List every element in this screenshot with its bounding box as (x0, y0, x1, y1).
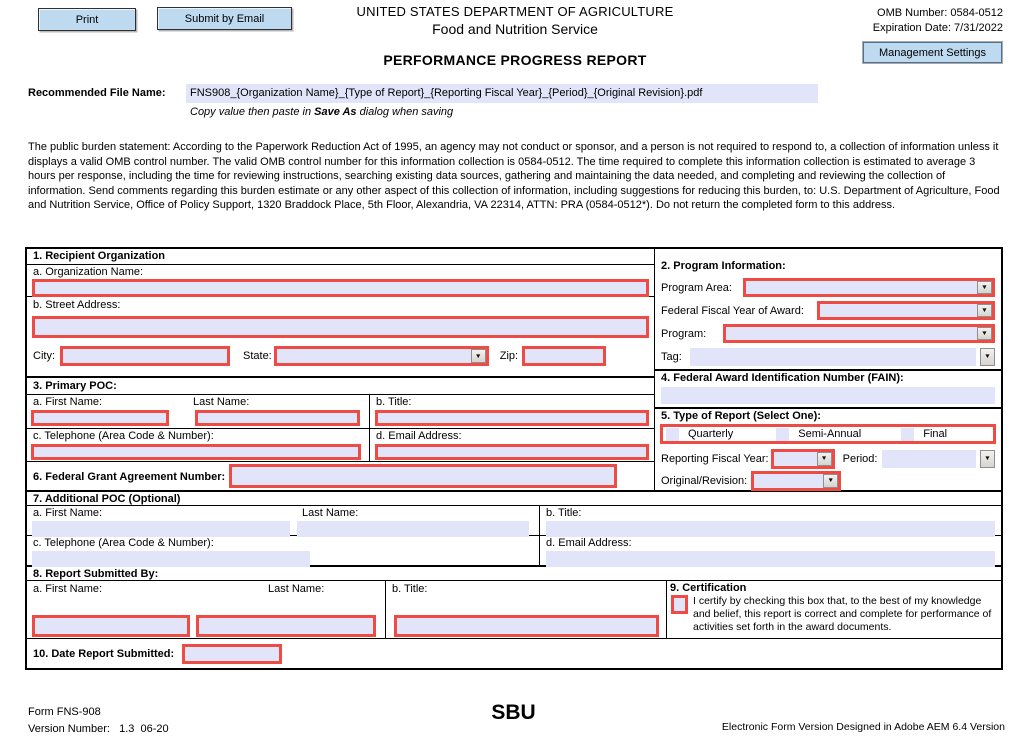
period-select[interactable] (882, 450, 976, 468)
report-title: PERFORMANCE PROGRESS REPORT (383, 52, 647, 68)
poc-title-input[interactable] (375, 410, 649, 426)
dropdown-arrow-icon[interactable] (471, 349, 486, 363)
report-type-group (660, 424, 996, 444)
poc-first-name-label: a. First Name: (33, 396, 103, 408)
addl-phone-input[interactable] (32, 551, 310, 567)
fiscal-year-of-award-label: Federal Fiscal Year of Award: (661, 304, 804, 317)
quarterly-checkbox[interactable] (666, 428, 679, 441)
submitter-title-label: b. Title: (392, 583, 428, 595)
certification-text: I certify by checking this box that, to the best of my knowledge and belief, this report is correct and complete for performance of activities set forth in the award documents. (693, 595, 992, 633)
submitter-first-name-label: a. First Name: (33, 583, 103, 595)
dropdown-arrow-icon[interactable] (823, 474, 838, 488)
sbu-marking: SBU (491, 701, 536, 724)
city-label: City: (33, 350, 55, 362)
original-revision-select[interactable] (751, 471, 841, 491)
burden-statement: The public burden statement: According to the Paperwork Reduction Act of 1995, an agency may not conduct or sponsor, and a person is not required to respond to, a collection of information unless it displays a valid OMB control number. The valid OMB control number for this information collection is 0584-0512. The time required to complete this information collection is estimated to average 3 hours per response, including the time for reviewing instructions, searching existing data sources, gathering and maintaining the data needed, and completing and reviewing the collection of information. Send comments regarding this burden estimate or any other aspect of this collection of information, including suggestions for reducing this burden, to: U.S. Department of Agriculture, Food and Nutrition Service, Office of Policy Support, 1320 Braddock Place, 5th Floor, Alexandria, VA 22314, ATTN: PRA (0584-0512*). Do not return the completed form to this address. (28, 141, 1000, 211)
grant-agreement-number-input[interactable] (229, 464, 617, 488)
dropdown-arrow-icon[interactable] (980, 348, 995, 366)
addl-phone-label: c. Telephone (Area Code & Number): (33, 537, 214, 549)
addl-last-name-input[interactable] (297, 521, 529, 537)
dropdown-arrow-icon[interactable] (977, 281, 992, 294)
state-label: State: (243, 350, 272, 362)
program-select[interactable] (723, 324, 995, 343)
organization-name-input[interactable] (32, 279, 649, 297)
city-input[interactable] (60, 346, 230, 366)
submitter-title-input[interactable] (394, 615, 659, 637)
section10-title: 10. Date Report Submitted: (33, 648, 175, 660)
certification-checkbox[interactable] (671, 595, 688, 614)
poc-first-name-input[interactable] (31, 410, 169, 426)
omb-block (873, 6, 1003, 36)
submitter-last-name-label: Last Name: (268, 583, 325, 595)
recommended-file-name-label: Recommended File Name: (28, 87, 166, 99)
dropdown-arrow-icon[interactable] (977, 327, 992, 340)
zip-label: Zip: (499, 350, 519, 362)
submitter-first-name-input[interactable] (32, 615, 190, 637)
date-report-submitted-input[interactable] (182, 644, 282, 664)
program-area-select[interactable] (743, 278, 995, 297)
save-as-hint: Copy value then paste in Save As dialog when saving (190, 106, 454, 118)
version-number: Version Number: 1.3 06-20 (28, 723, 169, 735)
dropdown-arrow-icon[interactable] (977, 304, 992, 317)
poc-phone-label: c. Telephone (Area Code & Number): (33, 430, 214, 442)
addl-email-label: d. Email Address: (546, 537, 632, 549)
reporting-fiscal-year-select[interactable] (771, 449, 835, 469)
poc-phone-input[interactable] (31, 444, 361, 460)
section6-title: 6. Federal Grant Agreement Number: (33, 470, 226, 483)
street-address-input[interactable] (32, 316, 649, 338)
management-settings-button[interactable]: Management Settings (862, 41, 1003, 64)
form-table (25, 247, 1003, 670)
section8-title: 8. Report Submitted By: (27, 567, 1001, 581)
reporting-fiscal-year-label: Reporting Fiscal Year: (661, 452, 769, 465)
poc-title-label: b. Title: (376, 396, 412, 408)
poc-last-name-label: Last Name: (193, 396, 250, 408)
addl-title-label: b. Title: (546, 507, 582, 519)
dropdown-arrow-icon[interactable] (980, 450, 995, 468)
program-area-label: Program Area: (661, 281, 732, 294)
addl-title-input[interactable] (546, 521, 995, 537)
organization-name-label: a. Organization Name: (33, 266, 144, 278)
period-label: Period: (842, 452, 878, 465)
omb-number: OMB Number: 0584-0512 (877, 7, 1003, 19)
semi-annual-checkbox[interactable] (776, 428, 789, 441)
tag-select[interactable] (690, 348, 976, 366)
section9-title: 9. Certification (670, 582, 747, 594)
form-number: Form FNS-908 (28, 706, 101, 718)
state-select[interactable] (274, 346, 489, 366)
poc-last-name-input[interactable] (195, 410, 360, 426)
street-address-label: b. Street Address: (33, 299, 121, 311)
tag-label: Tag: (661, 350, 682, 363)
fiscal-year-of-award-select[interactable] (817, 301, 995, 320)
section2-title: 2. Program Information: (661, 260, 786, 272)
addl-first-name-input[interactable] (32, 521, 290, 537)
section3-title: 3. Primary POC: (27, 378, 654, 395)
section1-title: 1. Recipient Organization (27, 249, 654, 265)
dropdown-arrow-icon[interactable] (817, 452, 832, 466)
agency-name: UNITED STATES DEPARTMENT OF AGRICULTURE (356, 4, 674, 19)
final-label: Final (923, 428, 948, 440)
expiration-date: Expiration Date: 7/31/2022 (872, 22, 1003, 34)
service-name: Food and Nutrition Service (432, 21, 598, 37)
footer-right-text: Electronic Form Version Designed in Adobe AEM 6.4 Version (721, 721, 1005, 733)
fain-input[interactable] (661, 387, 995, 404)
addl-email-input[interactable] (546, 551, 995, 567)
original-revision-label: Original/Revision: (661, 474, 748, 487)
quarterly-label: Quarterly (688, 428, 734, 440)
submitter-last-name-input[interactable] (196, 615, 376, 637)
final-checkbox[interactable] (901, 428, 914, 441)
program-label: Program: (661, 327, 707, 340)
submit-by-email-button[interactable]: Submit by Email (157, 7, 292, 30)
section4-title: 4. Federal Award Identification Number (FAIN): (661, 372, 904, 384)
poc-email-input[interactable] (375, 444, 649, 460)
zip-input[interactable] (522, 346, 606, 366)
addl-first-name-label: a. First Name: (33, 507, 103, 519)
section5-title: 5. Type of Report (Select One): (661, 410, 821, 422)
header-titles (310, 4, 720, 68)
print-button[interactable]: Print (38, 8, 136, 31)
semi-annual-label: Semi-Annual (798, 428, 862, 440)
section7-title: 7. Additional POC (Optional) (27, 492, 1001, 506)
recommended-file-name-field[interactable]: FNS908_{Organization Name}_{Type of Report}_{Reporting Fiscal Year}_{Period}_{Original Revision}.pdf (186, 84, 818, 103)
addl-last-name-label: Last Name: (302, 507, 359, 519)
poc-email-label: d. Email Address: (376, 430, 462, 442)
